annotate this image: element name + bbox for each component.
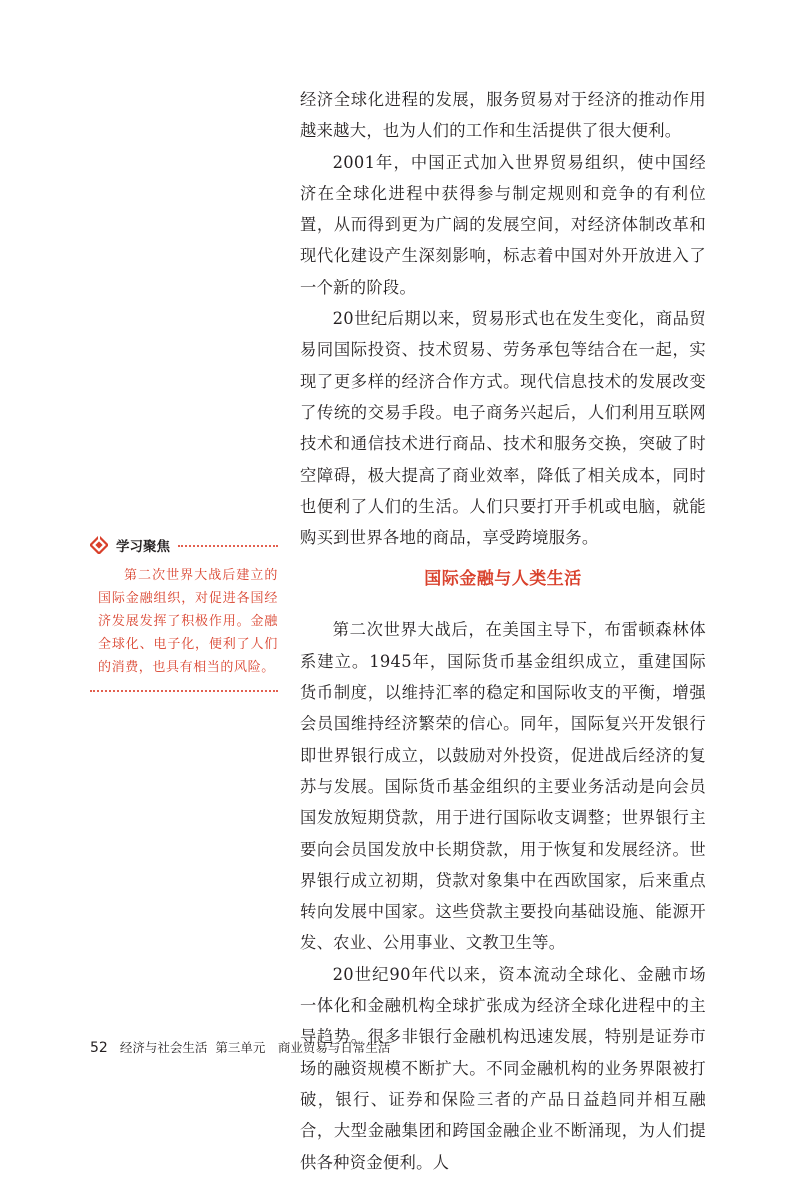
learning-focus-sidebar [90, 534, 278, 692]
sidebar-title: 学习聚焦 [116, 539, 170, 555]
main-text-column [300, 84, 706, 1178]
paragraph: 2001年，中国正式加入世界贸易组织，使中国经济在全球化进程中获得参与制定规则和竞争的有利位置，从而得到更为广阔的发展空间，对经济体制改革和现代化建设产生深刻影响，标志着中国对外开放进入了一个新的阶段。 [300, 152, 706, 297]
paragraph: 第二次世界大战后，在美国主导下，布雷顿森林体系建立。1945年，国际货币基金组织成立，重建国际货币制度，以维持汇率的稳定和国际收支的平衡，增强会员国维持经济繁荣的信心。同年，国际复兴开发银行即世界银行成立，以鼓励对外投资，促进战后经济的复苏与发展。国际货币基金组织的主要业务活动是向会员国发放短期贷款，用于进行国际收支调整；世界银行主要向会员国发放中长期贷款，用于恢复和发展经济。世界银行成立初期，贷款对象集中在西欧国家，后来重点转向发展中国家。这些贷款主要投向基础设施、能源开发、农业、公用事业、文教卫生等。 [300, 620, 706, 953]
page-footer [90, 1038, 390, 1058]
section-heading: 国际金融与人类生活 [424, 569, 582, 590]
page-number: 52 [90, 1040, 108, 1056]
book-title: 经济与社会生活 [119, 1040, 208, 1055]
paragraph: 20世纪90年代以来，资本流动全球化、金融市场一体化和金融机构全球扩张成为经济全球化进程中的主导趋势。很多非银行金融机构迅速发展，特别是证券市场的融资规模不断扩大。不同金融机构的业务界限被打破，银行、证券和保险三者的产品日益趋同并相互融合，大型金融集团和跨国金融企业不断涌现，为人们提供各种资金便利。人 [300, 964, 706, 1172]
paragraph: 经济全球化进程的发展，服务贸易对于经济的推动作用越来越大，也为人们的工作和生活提供了很大便利。 [300, 90, 706, 141]
sidebar-body-text: 第二次世界大战后建立的国际金融组织，对促进各国经济发展发挥了积极作用。金融全球化、电子化，便利了人们的消费，也具有相当的风险。 [98, 568, 278, 675]
unit-title: 第三单元 商业贸易与日常生活 [215, 1040, 391, 1055]
dotted-divider [178, 545, 278, 547]
sidebar-header [90, 534, 278, 556]
dotted-divider [90, 690, 278, 692]
diamond-focus-icon [90, 536, 108, 554]
paragraph: 20世纪后期以来，贸易形式也在发生变化，商品贸易同国际投资、技术贸易、劳务承包等结合在一起，实现了更多样的经济合作方式。现代信息技术的发展改变了传统的交易手段。电子商务兴起后，人们利用互联网技术和通信技术进行商品、技术和服务交换，突破了时空障碍，极大提高了商业效率，降低了相关成本，同时也便利了人们的生活。人们只要打开手机或电脑，就能购买到世界各地的商品，享受跨境服务。 [300, 309, 706, 548]
